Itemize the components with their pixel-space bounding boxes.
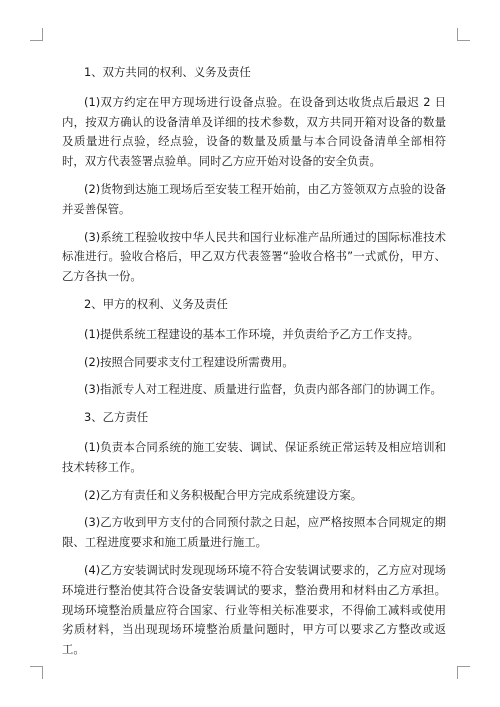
clause: (2)乙方有责任和义务积极配合甲方完成系统建设方案。 (84, 487, 363, 502)
section-joint-responsibilities (62, 63, 446, 287)
section-party-b-responsibilities (62, 408, 446, 660)
clause: (1)提供系统工程建设的基本工作环境，并负责给予乙方工作支持。 (84, 326, 420, 341)
clause: (1)双方约定在甲方现场进行设备点验。在设备到达收货点后最迟 2 日内，按双方确认的设备清单及详细的技术参数，双方共同开箱对设备的数量及质量进行点验，经点验，设备的数量及质量与本合同设备清单全部相符时，双方代表签署点验单。同时乙方应开始对设备的安全负责。 (62, 94, 446, 169)
clause: (2)货物到达施工现场后至安装工程开始前，由乙方签领双方点验的设备并妥善保管。 (62, 181, 446, 216)
section-heading: 3、乙方责任 (84, 410, 149, 425)
crop-mark-bottom-right (457, 666, 470, 679)
clause: (4)乙方安装调试时发现现场环境不符合安装调试要求的，乙方应对现场环境进行整治使其符合设备安装调试的要求，整治费用和材料由乙方承担。现场环境整治质量应符合国家、行业等相关标准要求，不得偷工减料或使用劣质材料，当出现现场环境整治质量问题时，甲方可以要求乙方整改或返工。 (62, 562, 446, 657)
document-page (62, 63, 446, 668)
clause: (3)乙方收到甲方支付的合同预付款之日起，应严格按照本合同规定的期限、工程进度要求和施工质量进行施工。 (62, 515, 446, 550)
section-party-a-responsibilities (62, 295, 446, 400)
section-heading: 2、甲方的权利、义务及责任 (84, 296, 228, 311)
crop-mark-bottom-left (30, 666, 43, 679)
crop-mark-top-left (30, 28, 43, 41)
clause: (1)负责本合同系统的施工安装、调试、保证系统正常运转及相应培训和技术转移工作。 (62, 439, 446, 474)
clause: (3)系统工程验收按中华人民共和国行业标准产品所通过的国际标准技术标准进行。验收合格后，甲乙双方代表签署“验收合格书”一式贰份，甲方、乙方各执一份。 (62, 229, 446, 284)
clause: (3)指派专人对工程进度、质量进行监督，负责内部各部门的协调工作。 (84, 382, 442, 397)
crop-mark-top-right (457, 28, 470, 41)
clause: (2)按照合同要求支付工程建设所需费用。 (84, 354, 294, 369)
section-heading: 1、双方共同的权利、义务及责任 (84, 65, 251, 79)
